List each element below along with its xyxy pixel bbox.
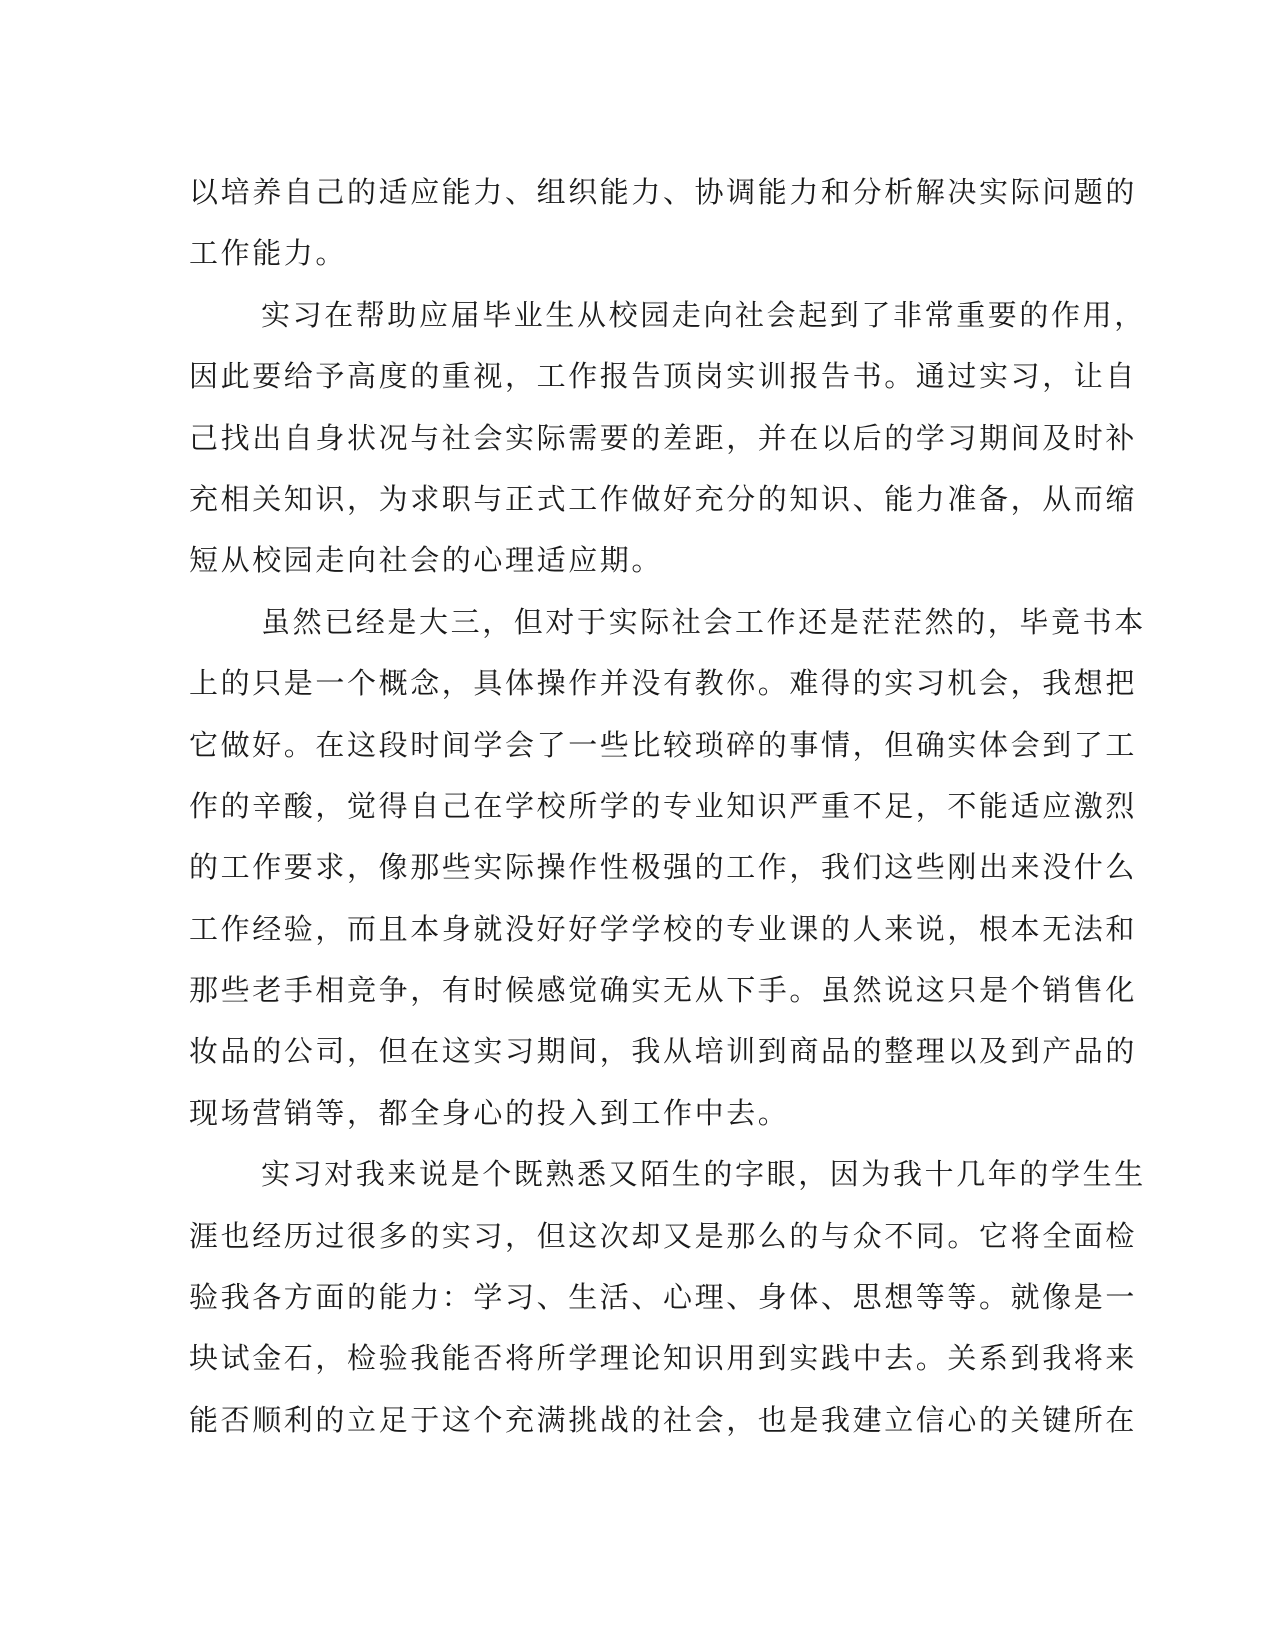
text-line-12: 的工作要求，像那些实际操作性极强的工作，我们这些刚出来没什么: [189, 850, 1138, 885]
text-line-19: 验我各方面的能力：学习、生活、心理、身体、思想等等。就像是一: [189, 1280, 1138, 1315]
text-line-1: 以培养自己的适应能力、组织能力、协调能力和分析解决实际问题的: [189, 175, 1138, 209]
text-line-5: 己找出自身状况与社会实际需要的差距，并在以后的学习期间及时补: [189, 420, 1138, 455]
text-line-15: 妆品的公司，但在这实习期间，我从培训到商品的整理以及到产品的: [189, 1034, 1138, 1069]
text-line-21: 能否顺利的立足于这个充满挑战的社会，也是我建立信心的关键所在: [189, 1402, 1138, 1437]
text-line-18: 涯也经历过很多的实习，但这次却又是那么的与众不同。它将全面检: [189, 1218, 1138, 1253]
text-line-3: 实习在帮助应届毕业生从校园走向社会起到了非常重要的作用，: [261, 297, 1146, 332]
text-line-9: 上的只是一个概念，具体操作并没有教你。难得的实习机会，我想把: [189, 666, 1138, 701]
text-line-14: 那些老手相竞争，有时候感觉确实无从下手。虽然说这只是个销售化: [189, 973, 1138, 1008]
text-line-7: 短从校园走向社会的心理适应期。: [189, 543, 664, 578]
text-line-2: 工作能力。: [189, 236, 348, 271]
text-line-11: 作的辛酸，觉得自己在学校所学的专业知识严重不足，不能适应激烈: [189, 788, 1138, 823]
body-text: [189, 162, 1146, 1451]
text-line-16: 现场营销等，都全身心的投入到工作中去。: [189, 1095, 790, 1130]
text-line-8: 虽然已经是大三，但对于实际社会工作还是茫茫然的，毕竟书本: [261, 604, 1146, 639]
text-line-4: 因此要给予高度的重视，工作报告顶岗实训报告书。通过实习，让自: [189, 359, 1138, 394]
text-line-10: 它做好。在这段时间学会了一些比较琐碎的事情，但确实体会到了工: [189, 727, 1138, 762]
text-line-13: 工作经验，而且本身就没好好学学校的专业课的人来说，根本无法和: [189, 911, 1138, 946]
text-line-20: 块试金石，检验我能否将所学理论知识用到实践中去。关系到我将来: [189, 1341, 1138, 1376]
text-line-17: 实习对我来说是个既熟悉又陌生的字眼，因为我十几年的学生生: [261, 1157, 1146, 1192]
text-line-6: 充相关知识，为求职与正式工作做好充分的知识、能力准备，从而缩: [189, 481, 1138, 516]
